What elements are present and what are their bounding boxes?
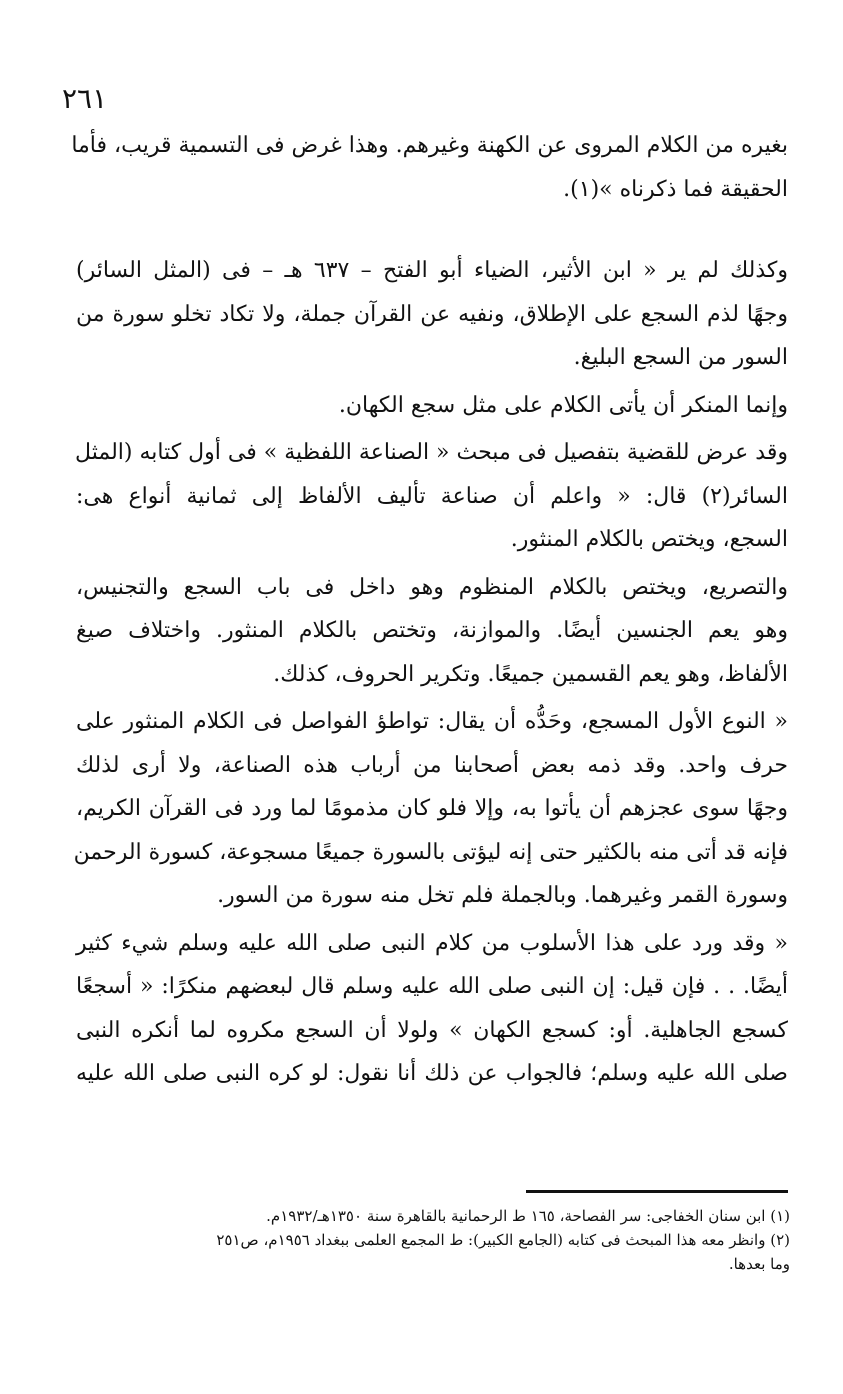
text-line: بغيره من الكلام المروى عن الكهنة وغيرهم. وهذا غرض فى التسمية قريب، فأما: [71, 133, 788, 158]
text-line: كسجع الجاهلية. أو: كسجع الكهان » ولولا أن السجع مكروه لما أنكره النبى: [76, 1017, 788, 1043]
paragraph-6: [73, 700, 788, 918]
page-number: ٢٦١: [62, 82, 108, 115]
text-line: وقد عرض للقضية بتفصيل فى مبحث « الصناعة اللفظية » فى أول كتابه (المثل: [75, 440, 788, 465]
footnote-1: (١) ابن سنان الخفاجى: سر الفصاحة، ١٦٥ ط الرحمانية بالقاهرة سنة ١٣٥٠هـ/١٩٣٢م.: [266, 1207, 790, 1225]
text-line: الألفاظ، وهو يعم القسمين جميعًا. وتكرير الحروف، كذلك.: [273, 661, 788, 687]
text-line: السجع، ويختص بالكلام المنثور.: [510, 527, 788, 552]
text-line: وسورة القمر وغيرهما. وبالجملة فلم تخل منه سورة من السور.: [217, 883, 788, 908]
text-line: السور من السجع البليغ.: [573, 345, 788, 370]
footnote-divider: [526, 1190, 788, 1193]
paragraph-2: [76, 249, 788, 380]
paragraph-5: [76, 566, 788, 697]
text-line: وجهًا سوى عجزهم أن يأتوا به، وإلا فلو كان مذمومًا لما ورد فى القرآن الكريم،: [76, 796, 788, 821]
text-line: « النوع الأول المسجع، وحَدُّه أن يقال: تواطؤ الفواصل فى الكلام المنثور على: [76, 709, 788, 734]
footnote-2-continued: وما بعدها.: [728, 1255, 790, 1273]
text-line: وجهًا لذم السجع على الإطلاق، ونفيه عن القرآن جملة، ولا تكاد تخلو سورة من: [76, 301, 789, 327]
text-line: أيضًا. . . فإن قيل: إن النبى صلى الله عليه وسلم قال لبعضهم منكرًا: « أسجعًا: [76, 974, 788, 999]
text-line: حرف واحد. وقد ذمه بعض أصحابنا من أرباب هذه الصناعة، ولا أرى لذلك: [76, 752, 788, 778]
text-line: فإنه قد أتى منه بالكثير حتى إنه ليؤتى بالسورة جميعًا مسجوعة، كسورة الرحمن: [73, 839, 788, 865]
body-text: [71, 124, 789, 1096]
text-line: الحقيقة فما ذكرناه »(١).: [563, 176, 788, 202]
paragraph-1: [71, 124, 788, 211]
text-line: السائر(٢) قال: « واعلم أن صناعة تأليف الألفاظ إلى ثمانية أنواع هى:: [76, 483, 788, 509]
paragraph-7: [76, 922, 788, 1096]
text-line: « وقد ورد على هذا الأسلوب من كلام النبى صلى الله عليه وسلم شيء كثير: [76, 930, 788, 956]
footnotes: [70, 1204, 790, 1276]
footnote-2: (٢) وانظر معه هذا المبحث فى كتابه (الجامع الكبير): ط المجمع العلمى ببغداد ١٩٥٦م، ص٢٥١: [216, 1231, 790, 1249]
text-line: صلى الله عليه وسلم؛ فالجواب عن ذلك أنا نقول: لو كره النبى صلى الله عليه: [76, 1061, 788, 1086]
paragraph-4: [76, 431, 788, 562]
text-line: وكذلك لم ير « ابن الأثير، الضياء أبو الفتح – ٦٣٧ هـ – فى (المثل السائر): [76, 258, 789, 283]
paragraph-3: [76, 384, 788, 428]
text-line: وهو يعم الجنسين أيضًا. والموازنة، وتختص بالكلام المنثور. واختلاف صيغ: [76, 618, 788, 643]
text-line: وإنما المنكر أن يأتى الكلام على مثل سجع الكهان.: [338, 392, 788, 418]
text-line: والتصريع، ويختص بالكلام المنظوم وهو داخل فى باب السجع والتجنيس،: [76, 574, 788, 600]
